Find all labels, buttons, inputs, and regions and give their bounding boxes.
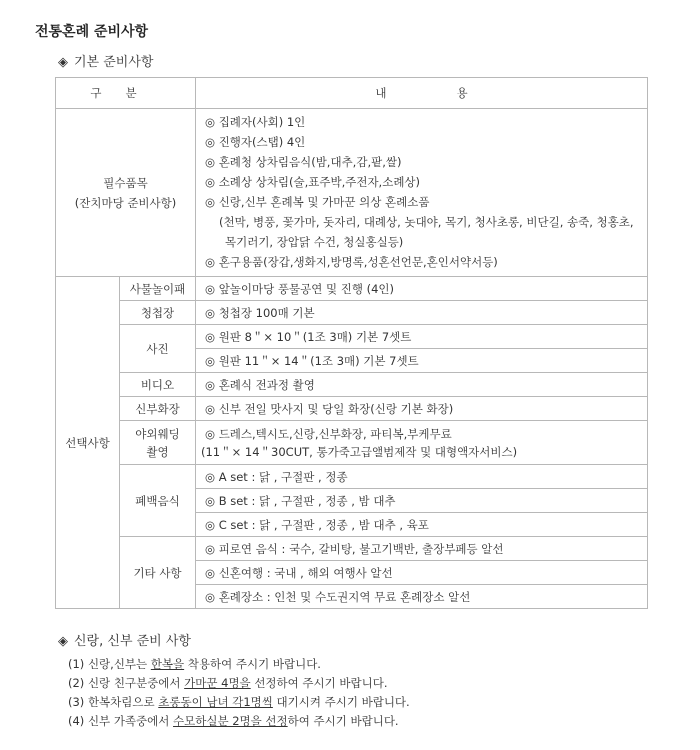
diamond-bullet-icon: ◈ xyxy=(58,55,68,70)
note-text: (1) 신랑,신부는 xyxy=(68,657,151,671)
sub-label: 사진 xyxy=(120,325,196,373)
list-item xyxy=(68,693,410,712)
category-required-line2: (잔치마당 준비사항) xyxy=(74,195,177,210)
header-content xyxy=(196,78,648,109)
list-item xyxy=(68,674,410,693)
note-text: 선정하여 주시기 바랍니다. xyxy=(250,676,388,690)
page-title: 전통혼례 준비사항 xyxy=(35,24,149,40)
category-required-line1: 필수품목 xyxy=(103,175,148,190)
list-item: ◎ 혼구용품(장갑,생화지,방명록,성혼선언문,혼인서약서등) xyxy=(205,255,498,269)
header-content-b: 용 xyxy=(456,86,468,100)
row-content: ◎ 신혼여행 : 국내 , 해외 여행사 알선 xyxy=(196,561,648,585)
list-item: ◎ 소례상 상차림(술,표주박,주전자,소례상) xyxy=(205,175,421,189)
note-underlined: 한복을 xyxy=(150,657,185,671)
row-content: ◎ 혼례식 전과정 촬영 xyxy=(196,373,648,397)
list-item: ◎ 진행자(스탭) 4인 xyxy=(205,135,306,149)
note-underlined: 초롱동이 남녀 각1명씩 xyxy=(158,695,273,709)
row-content: ◎ 원판 8＂× 10＂(1조 3매) 기본 7셋트 xyxy=(196,325,648,349)
sub-label: 폐백음식 xyxy=(120,465,196,537)
table-row xyxy=(56,537,648,561)
row-content: ◎ 앞놀이마당 풍물공연 및 진행 (4인) xyxy=(196,277,648,301)
note-text: 대기시켜 주시기 바랍니다. xyxy=(272,695,410,709)
section-title-couple xyxy=(58,630,191,649)
sub-label-line1: 야외웨딩 xyxy=(135,426,180,441)
note-underlined: 수모하실분 2명을 선정 xyxy=(173,714,288,728)
note-text: (3) 한복차림으로 xyxy=(68,695,159,709)
sub-label: 신부화장 xyxy=(120,397,196,421)
list-item xyxy=(68,712,410,731)
row-content-line1: ◎ 드레스,텍시도,신랑,신부화장, 파티복,부케무료 xyxy=(205,426,452,441)
sub-label xyxy=(120,421,196,465)
list-item xyxy=(68,655,410,674)
list-item: ◎ 집례자(사회) 1인 xyxy=(205,115,306,129)
header-category: 구분 xyxy=(56,78,196,109)
row-content: ◎ B set : 닭 , 구절판 , 정종 , 밤 대추 xyxy=(196,489,648,513)
note-text: 착용하여 주시기 바랍니다. xyxy=(184,657,321,671)
sub-label-line2: 촬영 xyxy=(146,444,169,459)
section-title-text: 기본 준비사항 xyxy=(74,55,154,70)
section-title-text: 신랑, 신부 준비 사항 xyxy=(74,634,191,649)
list-item: 목기러기, 장압닭 수건, 청실홍실등) xyxy=(225,235,404,249)
table-row xyxy=(56,301,648,325)
row-content: ◎ 원판 11＂× 14＂(1조 3매) 기본 7셋트 xyxy=(196,349,648,373)
couple-notes-list xyxy=(68,655,410,731)
sub-label: 기타 사항 xyxy=(120,537,196,609)
table-row-required xyxy=(56,109,648,277)
row-content: ◎ 신부 전일 맛사지 및 당일 화장(신랑 기본 화장) xyxy=(196,397,648,421)
table-row xyxy=(56,373,648,397)
row-content-line2: (11＂× 14＂30CUT, 통가죽고급앨범제작 및 대형액자서비스) xyxy=(201,444,518,459)
table-row xyxy=(56,465,648,489)
note-underlined: 가마꾼 4명을 xyxy=(184,676,251,690)
preparation-table xyxy=(55,77,648,609)
list-item: ◎ 혼례청 상차림음식(밤,대추,감,팥,쌀) xyxy=(205,155,402,169)
table-row xyxy=(56,421,648,465)
section-title-basic xyxy=(58,51,153,70)
category-required xyxy=(56,109,196,277)
list-item: ◎ 신랑,신부 혼례복 및 가마꾼 의상 혼례소품 xyxy=(205,195,430,209)
header-content-a: 내 xyxy=(375,86,387,100)
sub-label: 청첩장 xyxy=(120,301,196,325)
row-content: ◎ C set : 닭 , 구절판 , 정종 , 밤 대추 , 육포 xyxy=(196,513,648,537)
row-content xyxy=(196,421,648,465)
row-content: ◎ A set : 닭 , 구절판 , 정종 xyxy=(196,465,648,489)
category-optional: 선택사항 xyxy=(56,277,120,609)
diamond-bullet-icon: ◈ xyxy=(58,634,68,649)
required-items xyxy=(196,109,648,277)
note-text: (4) 신부 가족중에서 xyxy=(68,714,174,728)
sub-label: 비디오 xyxy=(120,373,196,397)
note-text: (2) 신랑 친구분중에서 xyxy=(68,676,185,690)
row-content: ◎ 혼례장소 : 인천 및 수도권지역 무료 혼례장소 알선 xyxy=(196,585,648,609)
sub-label: 사물놀이패 xyxy=(120,277,196,301)
list-item: (천막, 병풍, 꽃가마, 돗자리, 대례상, 놋대야, 목기, 청사초롱, 비단길, 송죽, 청홍초, xyxy=(219,215,634,229)
note-text: 하여 주시기 바랍니다. xyxy=(287,714,399,728)
table-row xyxy=(56,397,648,421)
table-row xyxy=(56,325,648,349)
table-row xyxy=(56,277,648,301)
row-content: ◎ 청첩장 100매 기본 xyxy=(196,301,648,325)
row-content: ◎ 피로연 음식 : 국수, 갈비탕, 불고기백반, 출장부페등 알선 xyxy=(196,537,648,561)
